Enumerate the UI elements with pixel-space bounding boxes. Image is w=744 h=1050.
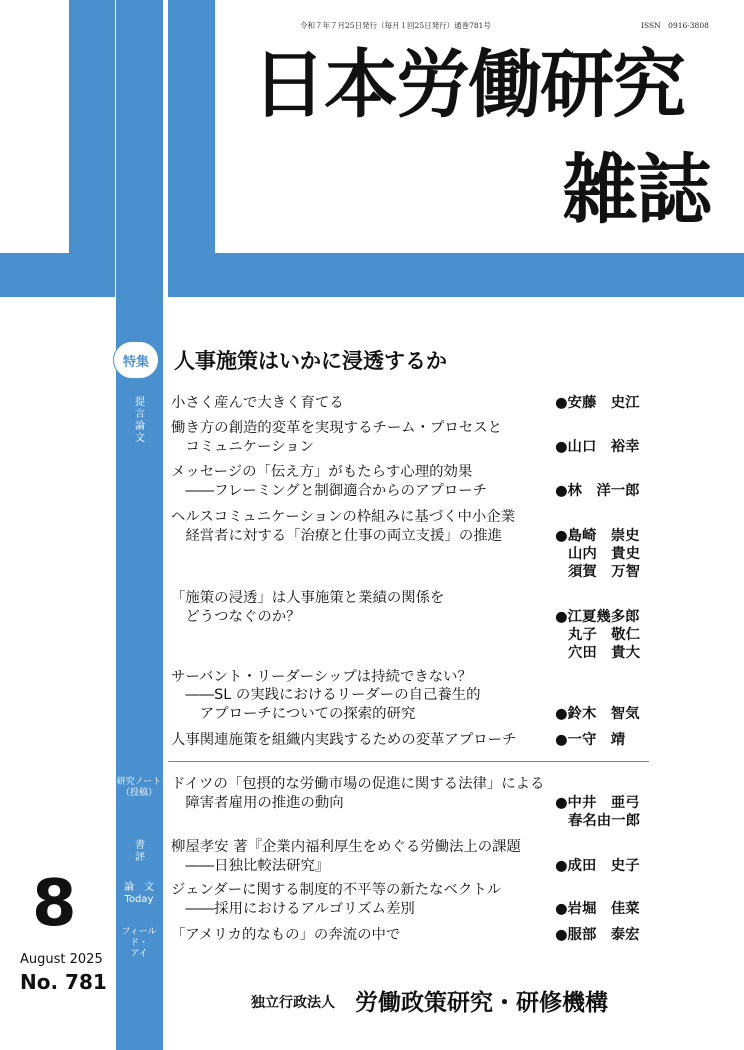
horizontal-band-left: [0, 253, 115, 297]
article-title-line: メッセージの「伝え方」がもたらす心理的効果: [171, 464, 473, 480]
section-label-research-note-line1: 研究ノート: [116, 777, 162, 787]
feature-badge: 特集: [113, 341, 159, 379]
article-title-line: コミュニケーション: [171, 439, 315, 455]
article-author: ●岩堀 佳菜: [555, 901, 640, 917]
section-label-ronbun-today: [116, 882, 162, 906]
article-author: ●成田 史子: [555, 858, 640, 874]
article-author: ●江夏幾多郎: [555, 609, 640, 625]
section-label-field-eye-line2: アイ: [130, 948, 148, 959]
article-author: 穴田 貴大: [568, 645, 640, 661]
article-author: 山内 貴史: [568, 546, 640, 562]
article-author: ●一守 靖: [555, 732, 626, 748]
publication-info: 令和７年７月25日発行（毎月１回25日発行）通巻781号: [300, 21, 491, 30]
section-divider: [168, 761, 649, 762]
vertical-bar-right: [168, 0, 215, 254]
horizontal-band-right: [168, 253, 744, 297]
journal-title-line2: 雑誌: [562, 145, 710, 234]
article-title-line: 経営者に対する「治療と仕事の両立支援」の推進: [171, 528, 502, 544]
section-label-ronbun: 論 文: [135, 421, 171, 444]
article-author: 丸子 敬仁: [568, 627, 640, 643]
issue-number: 8: [32, 867, 77, 941]
article-author: ●鈴木 智気: [555, 706, 640, 722]
article-title-line: 「施策の浸透」は人事施策と業績の関係を: [171, 590, 445, 606]
article-title-line: サーバント・リーダーシップは持続できない？: [171, 669, 472, 685]
article-title-line: ――フレーミングと制御適合からのアプローチ: [171, 483, 488, 499]
article-author: 春名由一郎: [568, 813, 640, 829]
section-label-research-note-line2: （投稿）: [120, 787, 157, 798]
article-title-line: 働き方の創造的変革を実現するチーム・プロセスと: [171, 420, 502, 436]
article-author: 須賀 万智: [568, 564, 640, 580]
publisher-prefix: 独立行政法人: [251, 995, 335, 1011]
article-title-line: 小さく産んで大きく育てる: [171, 395, 344, 411]
section-label-research-note: [116, 777, 162, 799]
article-title-line: ヘルスコミュニケーションの枠組みに基づく中小企業: [171, 509, 516, 525]
article-title-line: ドイツの「包摂的な労働市場の促進に関する法律」による: [171, 776, 545, 792]
feature-title: 人事施策はいかに浸透するか: [174, 349, 447, 373]
issue-month: August 2025: [20, 952, 103, 967]
article-author: ●服部 泰宏: [555, 927, 640, 943]
article-title-line: ――SL の実践におけるリーダーの自己養生的: [171, 687, 481, 703]
publisher-name: 労働政策研究・研修機構: [355, 990, 608, 1016]
issn-number: ISSN 0916-3808: [641, 21, 709, 30]
section-label-ronbun-today-line1: 論 文: [124, 882, 154, 893]
journal-title-line1: 日本労働研究: [252, 42, 684, 128]
article-author: ●島崎 崇史: [555, 528, 640, 544]
section-label-field-eye-line1: フィールド・: [121, 927, 157, 948]
article-author: ●中井 亜弓: [555, 795, 640, 811]
article-title-line: ――採用におけるアルゴリズム差別: [171, 901, 415, 917]
article-author: ●林 洋一郎: [555, 483, 640, 499]
section-label-teigen: 提 言: [135, 397, 171, 420]
article-title-line: どうつなぐのか？: [171, 609, 301, 625]
issue-serial-number: No. 781: [20, 970, 107, 994]
article-title-line: 「アメリカ的なもの」の奔流の中で: [171, 927, 401, 943]
section-label-shohyo: 書 評: [135, 840, 171, 863]
section-label-ronbun-today-line2: Today: [124, 894, 154, 905]
article-title-line: ――日独比較法研究』: [171, 858, 330, 874]
article-title-line: アプローチについての探索的研究: [171, 706, 416, 722]
article-title-line: ジェンダーに関する制度的不平等の新たなベクトル: [171, 882, 502, 898]
vertical-bar-left: [69, 0, 115, 254]
article-title-line: 障害者雇用の推進の動向: [171, 795, 344, 811]
article-author: ●安藤 史江: [555, 395, 640, 411]
article-title-line: 人事関連施策を組織内実践するための変革アプローチ: [171, 732, 517, 748]
article-author: ●山口 裕幸: [555, 439, 640, 455]
article-title-line: 柳屋孝安 著『企業内福利厚生をめぐる労働法上の課題: [171, 839, 521, 855]
section-label-field-eye: [116, 927, 162, 959]
